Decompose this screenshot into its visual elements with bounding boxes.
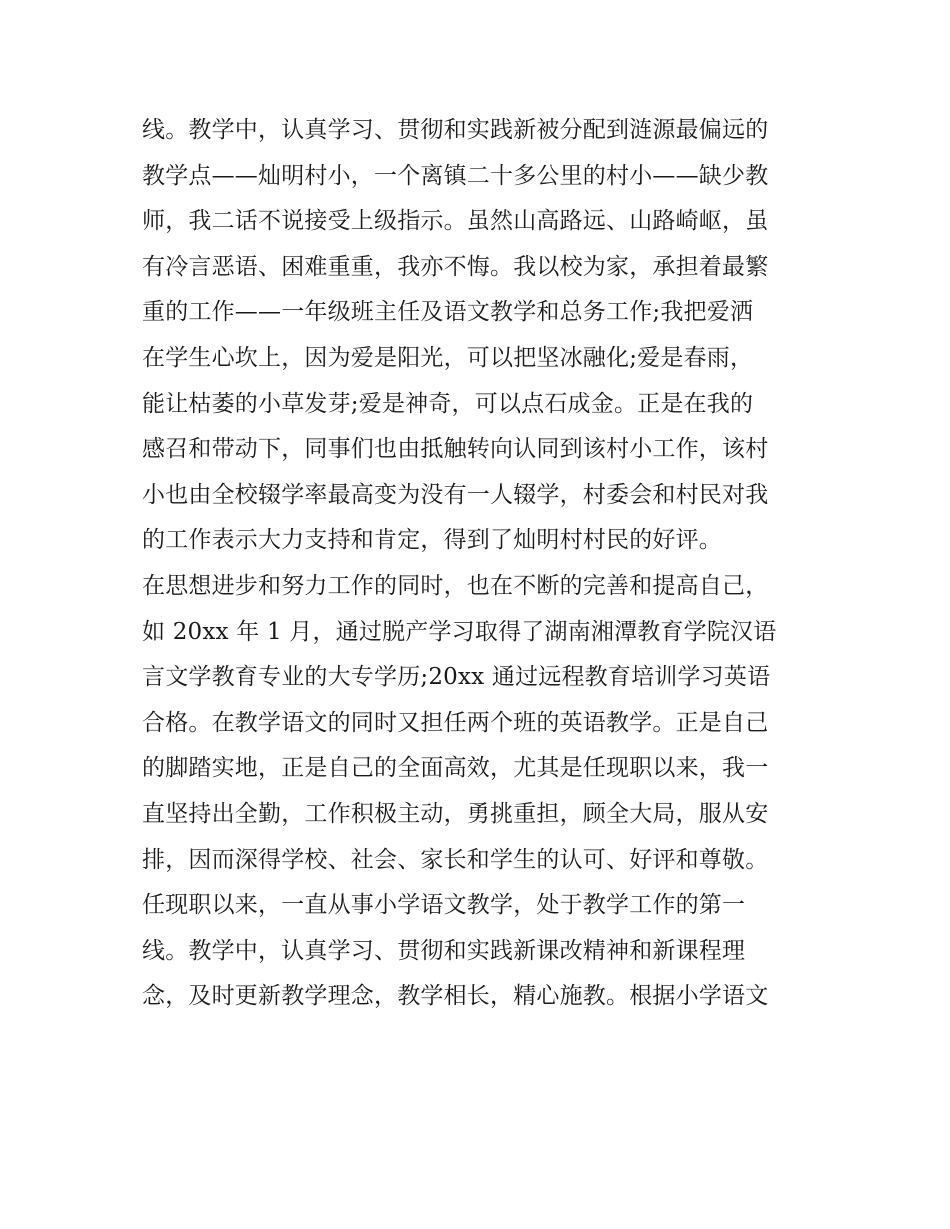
text-line: 任现职以来，一直从事小学语文教学，处于教学工作的第一 <box>142 892 746 919</box>
text-line: 如 20xx 年 1 月，通过脱产学习取得了湖南湘潭教育学院汉语 <box>142 618 777 645</box>
text-line: 在思想进步和努力工作的同时，也在不断的完善和提高自己， <box>142 572 769 599</box>
body-text <box>142 108 832 1020</box>
text-line: 重的工作——一年级班主任及语文教学和总务工作;我把爱洒 <box>142 299 754 326</box>
text-line: 能让枯萎的小草发芽;爱是神奇，可以点石成金。正是在我的 <box>142 390 754 417</box>
text-line: 的脚踏实地，正是自己的全面高效，尤其是任现职以来，我一 <box>142 755 769 782</box>
text-line: 线。教学中，认真学习、贯彻和实践新被分配到涟源最偏远的 <box>142 117 769 143</box>
text-line: 师，我二话不说接受上级指示。虽然山高路远、山路崎岖，虽 <box>142 208 769 235</box>
text-line: 教学点——灿明村小，一个离镇二十多公里的村小——缺少教 <box>142 162 769 189</box>
text-line: 有冷言恶语、困难重重，我亦不悔。我以校为家，承担着最繁 <box>142 253 769 280</box>
text-line: 言文学教育专业的大专学历;20xx 通过远程教育培训学习英语 <box>142 664 771 691</box>
text-line: 线。教学中，认真学习、贯彻和实践新课改精神和新课程理 <box>142 937 746 964</box>
text-line: 小也由全校辍学率最高变为没有一人辍学，村委会和村民对我 <box>142 481 769 508</box>
text-line: 排，因而深得学校、社会、家长和学生的认可、好评和尊敬。 <box>142 846 769 873</box>
text-line: 的工作表示大力支持和肯定，得到了灿明村村民的好评。 <box>142 527 722 554</box>
text-line: 合格。在教学语文的同时又担任两个班的英语教学。正是自己 <box>142 709 769 736</box>
text-line: 感召和带动下，同事们也由抵触转向认同到该村小工作，该村 <box>142 436 769 463</box>
text-line: 在学生心坎上，因为爱是阳光，可以把坚冰融化;爱是春雨， <box>142 344 754 371</box>
text-line: 念，及时更新教学理念，教学相长，精心施教。根据小学语文 <box>142 983 769 1010</box>
text-line: 直坚持出全勤，工作积极主动，勇挑重担，顾全大局，服从安 <box>142 800 769 827</box>
